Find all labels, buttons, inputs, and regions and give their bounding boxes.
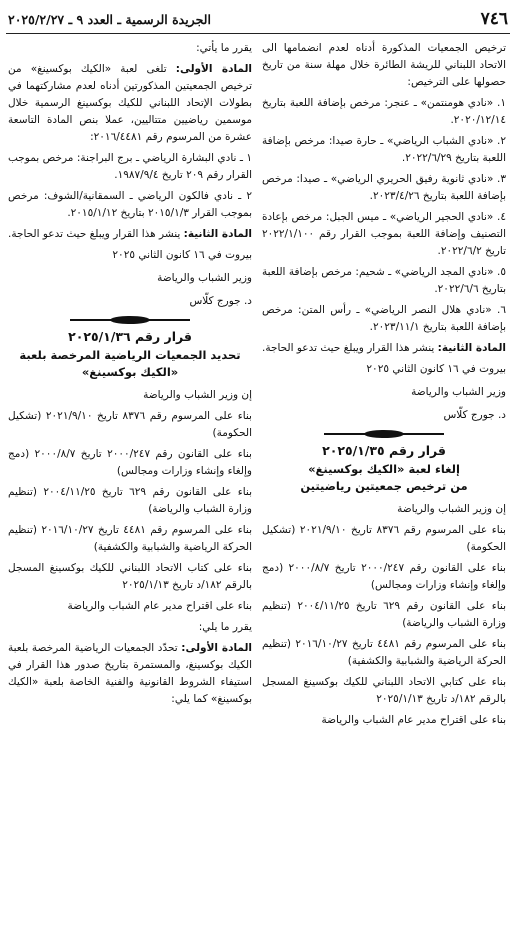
signature-date: بيروت في ١٦ كانون الثاني ٢٠٢٥	[366, 363, 506, 375]
article-1	[8, 640, 252, 708]
decision-subtitle-line: من ترخيص جمعيتين رياضيتين	[300, 479, 468, 493]
signature-date: بيروت في ١٦ كانون الثاني ٢٠٢٥	[112, 249, 252, 261]
minister-title: وزير الشباب والرياضة	[157, 272, 252, 284]
article-2	[8, 226, 252, 243]
recital-line: بناء على القانون رقم ٢٠٠٠/٢٤٧ تاريخ ٢٠٠٠/٨/٧ (دمج وإلغاء وإنشاء وزارات ومجالس)	[8, 448, 252, 477]
decision-subtitle	[262, 461, 506, 495]
minister-name: د. جورج كلّاس	[189, 295, 252, 307]
decides-heading: يقرر ما يلي:	[198, 621, 252, 633]
article-label: المادة الثانية:	[183, 228, 252, 240]
recital-line: بناء على كتاب الاتحاد اللبناني للكيك بوكسينغ المسجل بالرقم ١٨٢/د تاريخ ٢٠٢٥/١/١٣	[8, 562, 252, 591]
article-label: المادة الأولى:	[181, 642, 252, 654]
intro-paragraph: ترخيص الجمعيات المذكورة أدناه لعدم انضمامها الى الاتحاد اللبناني للريشة الطائرة خلال مهلة سنة من تاريخ حصولها على الترخيص:	[262, 42, 506, 88]
decides-heading: يقرر ما يأتي:	[196, 42, 252, 54]
recital-line: بناء على المرسوم رقم ٤٤٨١ تاريخ ٢٠١٦/١٠/٢٧ (تنظيم الحركة الرياضية والشبابية والكشفية)	[8, 524, 252, 553]
left-column	[8, 40, 252, 712]
list-item: ٢ ـ نادي فالكون الرياضي ـ السمقانية/الشوف: مرخص بموجب القرار ٢٠١٥/١/٣ بتاريخ ٢٠١٥/١/١٢.	[8, 190, 252, 219]
decision-subtitle-line: «الكيك بوكسينغ»	[81, 365, 179, 379]
recital-line: بناء على القانون رقم ٢٠٠٠/٢٤٧ تاريخ ٢٠٠٠/٨/٧ (دمج وإلغاء وإنشاء وزارات ومجالس)	[262, 562, 506, 591]
right-column	[262, 40, 506, 733]
decision-subtitle-line: إلغاء لعبة «الكيك بوكسينغ»	[308, 462, 460, 476]
list-item: ١. «نادي هومنتمن» ـ عنجر: مرخص بإضافة اللعبة بتاريخ ٢٠٢٠/١٢/١٤.	[262, 97, 506, 126]
decision-title: قرار رقم ٢٠٢٥/١/٣٥	[322, 443, 446, 458]
page-number: ٧٤٦	[480, 9, 508, 29]
list-item: ١ ـ نادي البشارة الرياضي ـ برج البراجنة: مرخص بموجب القرار رقم ٢٠٩ تاريخ ١٩٨٧/٩/٤.	[8, 152, 252, 181]
section-divider	[70, 316, 190, 324]
signature-block	[8, 247, 252, 310]
list-item: ٥. «نادي المجد الرياضي» ـ شحيم: مرخص بإضافة اللعبة بتاريخ ٢٠٢٢/٦/٦.	[262, 266, 506, 295]
minister-name: د. جورج كلّاس	[443, 409, 506, 421]
minister-intro: إن وزير الشباب والرياضة	[143, 389, 252, 401]
article-text: تلغى لعبة «الكيك بوكسينغ» من ترخيص الجمعيتين المذكورتين أدناه لعدم مشاركتهما في بطولات الإتحاد اللبناني للكيك بوكسينغ الرسمية خلال موسمين رياضيين متتاليين، عملا بنص المادة التاسعة عشرة من المرسوم رقم ٢٠١٦/٤٤٨١:	[8, 63, 252, 143]
minister-intro: إن وزير الشباب والرياضة	[397, 503, 506, 515]
decision-title: قرار رقم ٢٠٢٥/١/٣٦	[68, 329, 192, 344]
list-item: ٣. «نادي ثانوية رفيق الحريري الرياضي» ـ صيدا: مرخص بإضافة اللعبة بتاريخ ٢٠٢٣/٤/٢٦.	[262, 173, 506, 202]
recital-line: بناء على اقتراح مدير عام الشباب والرياضة	[321, 714, 506, 726]
recital-line: بناء على المرسوم رقم ٤٤٨١ تاريخ ٢٠١٦/١٠/٢٧ (تنظيم الحركة الرياضية والشبابية والكشفية)	[262, 638, 506, 667]
article-label: المادة الثانية:	[437, 342, 506, 354]
article-2	[262, 340, 506, 357]
gazette-title: الجريدة الرسمية ـ العدد ٩ ـ ٢٠٢٥/٢/٢٧	[8, 11, 211, 27]
recital-line: بناء على القانون رقم ٦٢٩ تاريخ ٢٠٠٤/١١/٢٥ (تنظيم وزارة الشباب والرياضة)	[262, 600, 507, 629]
article-label: المادة الأولى:	[175, 63, 252, 75]
recital-line: بناء على اقتراح مدير عام الشباب والرياضة	[67, 600, 252, 612]
recital-line: بناء على المرسوم رقم ٨٣٧٦ تاريخ ٢٠٢١/٩/١٠ (تشكيل الحكومة)	[8, 410, 252, 439]
list-item: ٦. «نادي هلال النصر الرياضي» ـ رأس المتن: مرخص بإضافة اللعبة بتاريخ ٢٠٢٣/١١/١.	[262, 304, 506, 333]
recital-line: بناء على المرسوم رقم ٨٣٧٦ تاريخ ٢٠٢١/٩/١٠ (تشكيل الحكومة)	[262, 524, 506, 553]
minister-title: وزير الشباب والرياضة	[411, 386, 506, 398]
list-item: ٢. «نادي الشباب الرياضي» ـ حارة صيدا: مرخص بإضافة اللعبة بتاريخ ٢٠٢٢/٦/٢٩.	[262, 135, 506, 164]
section-divider	[324, 430, 444, 438]
recital-line: بناء على كتابي الاتحاد اللبناني للكيك بوكسينغ المسجل بالرقم ١٨٢/د تاريخ ٢٠٢٥/١/١٣	[262, 676, 506, 705]
article-text: ينشر هذا القرار ويبلغ حيث تدعو الحاجة.	[261, 342, 438, 354]
article-text: ينشر هذا القرار ويبلغ حيث تدعو الحاجة.	[7, 228, 184, 240]
header-rule	[6, 33, 510, 34]
recital-line: بناء على القانون رقم ٦٢٩ تاريخ ٢٠٠٤/١١/٢٥ (تنظيم وزارة الشباب والرياضة)	[8, 486, 253, 515]
page-header	[8, 8, 508, 30]
decision-subtitle	[8, 347, 252, 381]
decision-subtitle-line: تحديد الجمعيات الرياضية المرخصة بلعبة	[19, 348, 241, 362]
signature-block	[262, 361, 506, 424]
list-item: ٤. «نادي الحجير الرياضي» ـ ميس الجبل: مرخص بإعادة التصنيف وإضافة اللعبة بموجب القرار رقم ٢٠٢٢/١/١٠٠ تاريخ ٢٠٢٢/٦/٢.	[262, 211, 506, 257]
article-1	[8, 61, 252, 146]
article-text: تحدّد الجمعيات الرياضية المرخصة بلعبة الكيك بوكسينغ، والمستمرة بتاريخ صدور هذا القرار في استيفاء الشروط القانونية والفنية الخاصة بلعبة «الكيك بوكسينغ» كما يلي:	[8, 642, 252, 705]
